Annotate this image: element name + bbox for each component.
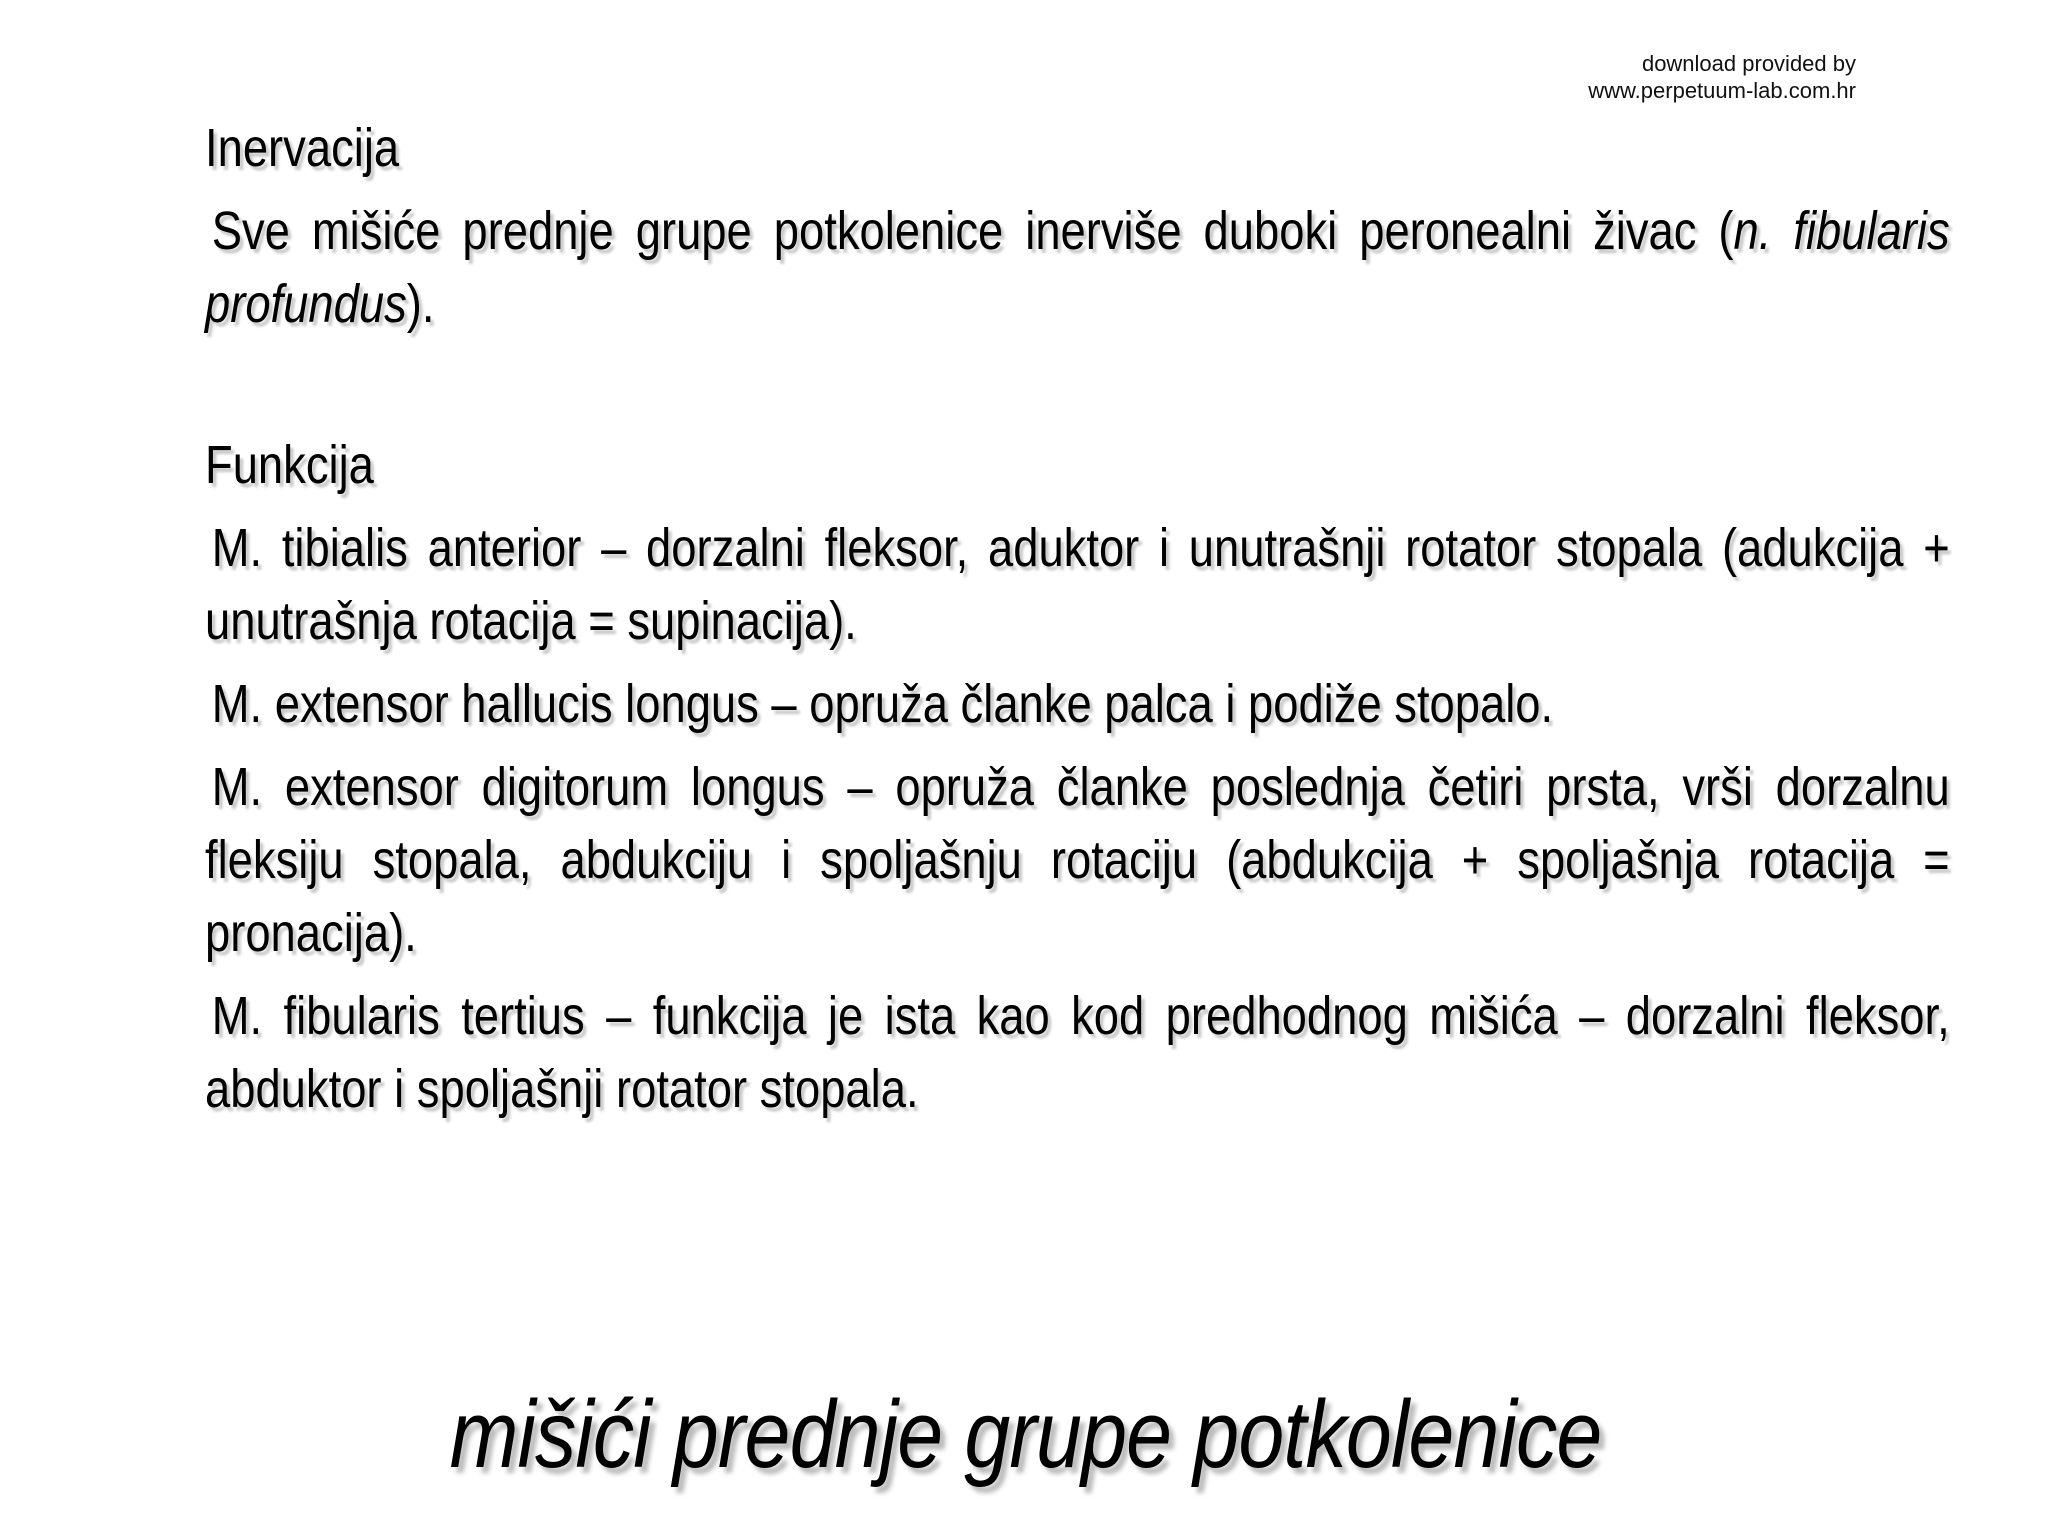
- watermark: [1588, 50, 1856, 104]
- inervacija-text-after: ).: [406, 274, 435, 334]
- watermark-line-2: www.perpetuum-lab.com.hr: [1588, 78, 1856, 103]
- inervacija-nerve-name: n. fibularis profundus: [205, 201, 1950, 334]
- paragraph-fibularis-tertius: M. fibularis tertius – funkcija je ista kao kod predhodnog mišića – dorzalni fleksor, abduktor i spoljašnji rotator stopala.: [205, 986, 1950, 1119]
- paragraph-extensor-digitorum-longus: M. extensor digitorum longus – opruža članke poslednja četiri prsta, vrši dorzalnu fleksiju stopala, abdukciju i spoljašnju rotaciju (abdukcija + spoljašnja rotacija = pronacija).: [205, 757, 1950, 963]
- section-spacer: [205, 341, 1950, 429]
- inervacija-text-before: Sve mišiće prednje grupe potkolenice inerviše duboki peronealni živac (: [211, 201, 1734, 261]
- watermark-line-1: download provided by: [1641, 51, 1856, 76]
- slide-content: [205, 112, 1950, 1126]
- slide-title: mišići prednje grupe potkolenice: [449, 1381, 1602, 1488]
- paragraph-tibialis-anterior: M. tibialis anterior – dorzalni fleksor, aduktor i unutrašnji rotator stopala (adukcija + unutrašnja rotacija = supinacija).: [205, 518, 1950, 651]
- paragraph-inervacija: [205, 195, 1950, 341]
- heading-funkcija: Funkcija: [205, 435, 374, 495]
- paragraph-extensor-hallucis-longus: M. extensor hallucis longus – opruža članke palca i podiže stopalo.: [211, 674, 1554, 734]
- heading-inervacija: Inervacija: [205, 118, 400, 178]
